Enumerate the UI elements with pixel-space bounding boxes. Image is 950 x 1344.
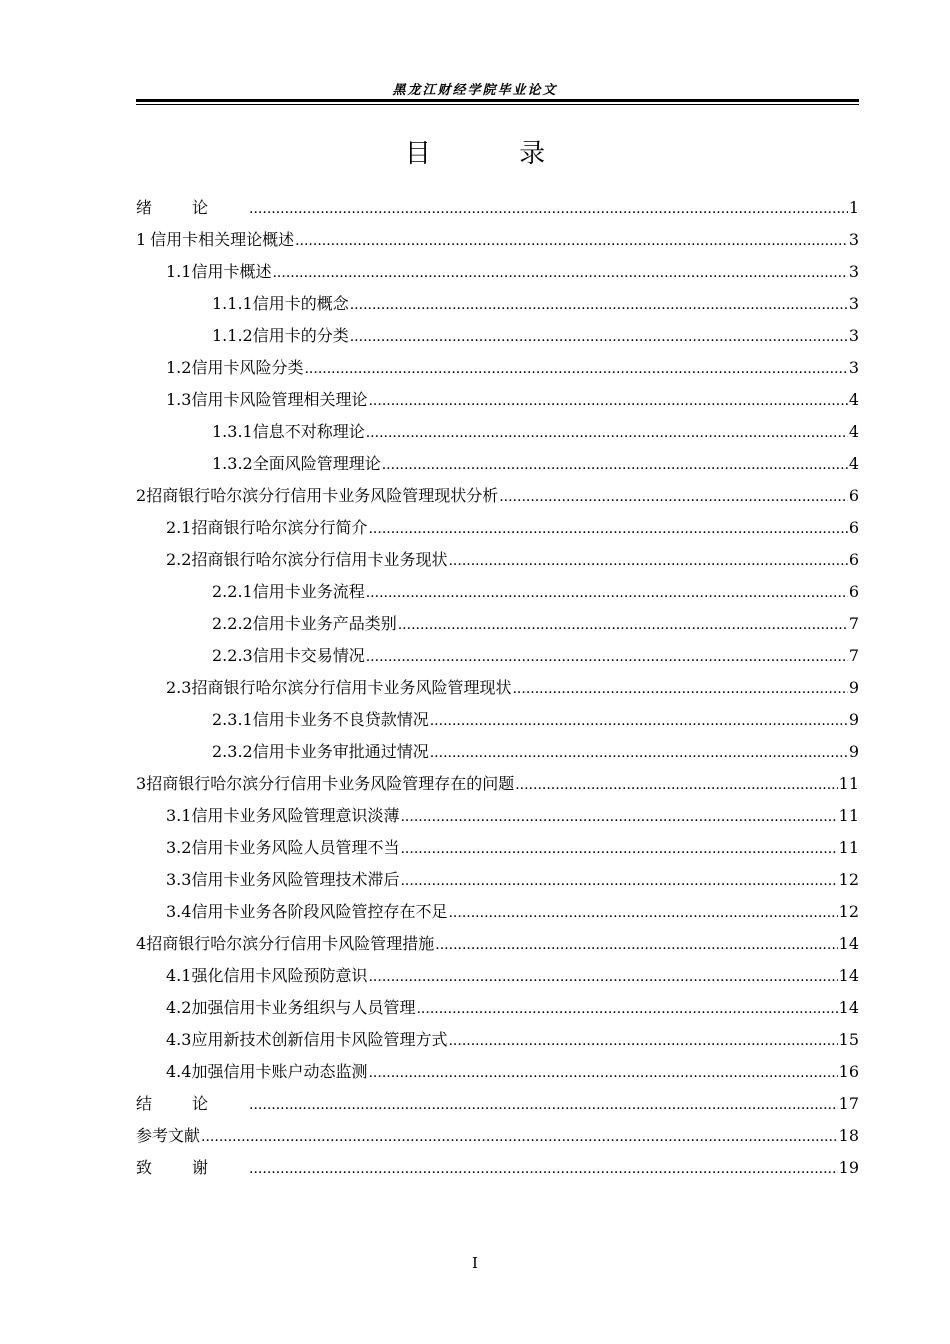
dot-leader xyxy=(201,1128,838,1146)
dot-leader xyxy=(366,584,848,602)
toc-entry[interactable] xyxy=(136,412,859,444)
toc-entry-number: 2.3 xyxy=(166,678,192,697)
toc-entry-title: 招商银行哈尔滨分行信用卡业务风险管理现状 xyxy=(191,678,512,697)
dot-leader xyxy=(430,712,848,730)
toc-entry[interactable] xyxy=(136,764,859,796)
toc-entry[interactable] xyxy=(136,636,859,668)
toc-entry-title: 信用卡业务风险管理技术滞后 xyxy=(191,870,400,889)
toc-entry-page: 18 xyxy=(838,1126,859,1145)
toc-entry-page: 9 xyxy=(848,678,859,697)
toc-entry-page: 11 xyxy=(838,806,859,825)
dot-leader xyxy=(272,264,847,282)
toc-entry[interactable] xyxy=(136,220,859,252)
toc-entry-page: 12 xyxy=(838,902,859,921)
dot-leader xyxy=(368,520,847,538)
toc-entry-number: 1.3.1 xyxy=(212,422,253,441)
toc-entry-title: 加强信用卡账户动态监测 xyxy=(191,1062,368,1081)
toc-entry-number: 3.2 xyxy=(166,838,192,857)
dot-leader xyxy=(400,840,837,858)
toc-entry-number: 2.1 xyxy=(166,518,192,537)
toc-entry-title: 全面风险管理理论 xyxy=(252,454,381,473)
toc-entry-page: 6 xyxy=(848,550,859,569)
dot-leader xyxy=(368,392,847,410)
toc-entry-title: 信用卡业务不良贷款情况 xyxy=(252,710,429,729)
toc-entry[interactable] xyxy=(136,444,859,476)
toc-entry-number: 2 xyxy=(136,486,147,505)
toc-entry-page: 11 xyxy=(838,774,859,793)
toc-entry-number: 3 xyxy=(136,774,147,793)
toc-entry-title: 参考文献 xyxy=(136,1126,201,1145)
dot-leader xyxy=(366,648,848,666)
toc-entry-page: 3 xyxy=(848,230,859,249)
toc-entry-page: 7 xyxy=(848,646,859,665)
toc-entry-title: 信用卡业务审批通过情况 xyxy=(252,742,429,761)
toc-entry-number: 4.4 xyxy=(166,1062,192,1081)
toc-entry-number: 1.1.1 xyxy=(212,294,253,313)
dot-leader xyxy=(249,1096,838,1114)
page-title: 目 录 xyxy=(404,139,586,169)
toc-entry-title: 招商银行哈尔滨分行信用卡业务现状 xyxy=(191,550,448,569)
toc-entry[interactable] xyxy=(136,316,859,348)
dot-leader xyxy=(350,296,848,314)
toc-entry-title: 绪论 xyxy=(136,198,249,217)
toc-entry-page: 3 xyxy=(848,262,859,281)
toc-entry-page: 6 xyxy=(848,518,859,537)
toc-entry-page: 1 xyxy=(848,198,859,217)
toc-entry-title: 致谢 xyxy=(136,1158,249,1177)
toc-entry[interactable] xyxy=(136,860,859,892)
dot-leader xyxy=(295,232,848,250)
toc-entry-number: 2.2.1 xyxy=(212,582,253,601)
toc-entry-number: 2.2.3 xyxy=(212,646,253,665)
toc-entry-number: 4.1 xyxy=(166,966,192,985)
toc-entry-title: 结论 xyxy=(136,1094,249,1113)
toc-entry-title: 信用卡业务风险管理意识淡薄 xyxy=(191,806,400,825)
toc-entry-number: 3.3 xyxy=(166,870,192,889)
toc-entry-page: 14 xyxy=(838,998,859,1017)
toc-entry[interactable] xyxy=(136,508,859,540)
dot-leader xyxy=(249,1160,838,1178)
toc-entry-title: 信用卡相关理论概述 xyxy=(150,230,295,249)
toc-entry-page: 3 xyxy=(848,358,859,377)
toc-entry-page: 17 xyxy=(838,1094,859,1113)
toc-entry[interactable] xyxy=(136,1084,859,1116)
toc-entry-title: 招商银行哈尔滨分行信用卡风险管理措施 xyxy=(146,934,435,953)
dot-leader xyxy=(512,680,847,698)
toc-entry[interactable] xyxy=(136,988,859,1020)
toc-entry[interactable] xyxy=(136,668,859,700)
toc-entry-number: 1.3 xyxy=(166,390,192,409)
table-of-contents xyxy=(136,188,859,1180)
dot-leader xyxy=(382,456,848,474)
toc-entry[interactable] xyxy=(136,924,859,956)
toc-entry-title: 招商银行哈尔滨分行简介 xyxy=(191,518,368,537)
toc-entry-number: 1.2 xyxy=(166,358,192,377)
toc-entry[interactable] xyxy=(136,348,859,380)
toc-entry-title: 招商银行哈尔滨分行信用卡业务风险管理现状分析 xyxy=(146,486,499,505)
toc-entry-number: 2.3.1 xyxy=(212,710,253,729)
toc-entry-page: 14 xyxy=(838,934,859,953)
toc-entry[interactable] xyxy=(136,1148,859,1180)
toc-entry[interactable] xyxy=(136,1116,859,1148)
dot-leader xyxy=(350,328,848,346)
toc-entry-title: 信用卡业务各阶段风险管控存在不足 xyxy=(191,902,448,921)
toc-entry-title: 信用卡业务流程 xyxy=(252,582,365,601)
toc-entry-page: 19 xyxy=(838,1158,859,1177)
toc-entry-title: 信用卡风险管理相关理论 xyxy=(191,390,368,409)
toc-entry[interactable] xyxy=(136,540,859,572)
toc-entry-number: 1.1 xyxy=(166,262,192,281)
toc-entry-number: 1.3.2 xyxy=(212,454,253,473)
toc-entry[interactable] xyxy=(136,476,859,508)
toc-entry-title: 信用卡风险分类 xyxy=(191,358,304,377)
toc-entry-title: 信息不对称理论 xyxy=(252,422,365,441)
page-number: I xyxy=(472,1254,478,1272)
toc-entry[interactable] xyxy=(136,252,859,284)
dot-leader xyxy=(368,968,837,986)
toc-entry-number: 2.2 xyxy=(166,550,192,569)
toc-entry[interactable] xyxy=(136,1020,859,1052)
dot-leader xyxy=(366,424,848,442)
dot-leader xyxy=(448,1032,837,1050)
toc-entry-number: 1.1.2 xyxy=(212,326,253,345)
toc-entry[interactable] xyxy=(136,700,859,732)
toc-entry-page: 3 xyxy=(848,294,859,313)
toc-entry-number: 2.2.2 xyxy=(212,614,253,633)
toc-entry-page: 15 xyxy=(838,1030,859,1049)
toc-entry-title: 强化信用卡风险预防意识 xyxy=(191,966,368,985)
toc-entry-title: 信用卡概述 xyxy=(191,262,272,281)
toc-entry-page: 9 xyxy=(848,742,859,761)
toc-entry-title: 信用卡的分类 xyxy=(252,326,349,345)
dot-leader xyxy=(304,360,847,378)
toc-entry-page: 9 xyxy=(848,710,859,729)
dot-leader xyxy=(249,200,848,218)
toc-entry-title: 信用卡业务风险人员管理不当 xyxy=(191,838,400,857)
toc-entry-title: 信用卡的概念 xyxy=(252,294,349,313)
toc-entry[interactable] xyxy=(136,956,859,988)
toc-entry-page: 7 xyxy=(848,614,859,633)
toc-entry-number: 4 xyxy=(136,934,147,953)
toc-entry[interactable] xyxy=(136,796,859,828)
toc-entry-page: 6 xyxy=(848,486,859,505)
toc-entry-number: 2.3.2 xyxy=(212,742,253,761)
header-rule-thin xyxy=(136,104,859,105)
dot-leader xyxy=(400,808,837,826)
dot-leader xyxy=(499,488,848,506)
toc-entry-page: 6 xyxy=(848,582,859,601)
toc-entry-page: 3 xyxy=(848,326,859,345)
toc-entry[interactable] xyxy=(136,892,859,924)
toc-entry-page: 12 xyxy=(838,870,859,889)
toc-entry-page: 4 xyxy=(848,454,859,473)
toc-entry-page: 4 xyxy=(848,422,859,441)
toc-entry-title: 加强信用卡业务组织与人员管理 xyxy=(191,998,416,1017)
toc-entry[interactable] xyxy=(136,828,859,860)
toc-entry-number: 4.2 xyxy=(166,998,192,1017)
dot-leader xyxy=(398,616,848,634)
dot-leader xyxy=(448,552,847,570)
toc-entry[interactable] xyxy=(136,604,859,636)
dot-leader xyxy=(448,904,837,922)
toc-entry-page: 11 xyxy=(838,838,859,857)
toc-entry[interactable] xyxy=(136,732,859,764)
toc-entry-number: 4.3 xyxy=(166,1030,192,1049)
dot-leader xyxy=(430,744,848,762)
toc-entry-title: 招商银行哈尔滨分行信用卡业务风险管理存在的问题 xyxy=(146,774,515,793)
toc-entry[interactable] xyxy=(136,284,859,316)
toc-entry-page: 4 xyxy=(848,390,859,409)
toc-entry-number: 3.1 xyxy=(166,806,192,825)
header-rule-thick xyxy=(136,99,859,102)
dot-leader xyxy=(368,1064,837,1082)
toc-entry-title: 信用卡交易情况 xyxy=(252,646,365,665)
dot-leader xyxy=(515,776,837,794)
toc-entry-title: 应用新技术创新信用卡风险管理方式 xyxy=(191,1030,448,1049)
toc-entry-page: 14 xyxy=(838,966,859,985)
toc-entry-page: 16 xyxy=(838,1062,859,1081)
toc-entry[interactable] xyxy=(136,572,859,604)
toc-entry[interactable] xyxy=(136,1052,859,1084)
toc-entry[interactable] xyxy=(136,188,859,220)
toc-entry-number: 3.4 xyxy=(166,902,192,921)
dot-leader xyxy=(435,936,837,954)
dot-leader xyxy=(400,872,837,890)
toc-entry-number: 1 xyxy=(136,230,147,249)
running-header: 黑龙江财经学院毕业论文 xyxy=(392,83,558,98)
dot-leader xyxy=(416,1000,837,1018)
toc-entry[interactable] xyxy=(136,380,859,412)
toc-entry-title: 信用卡业务产品类别 xyxy=(252,614,397,633)
